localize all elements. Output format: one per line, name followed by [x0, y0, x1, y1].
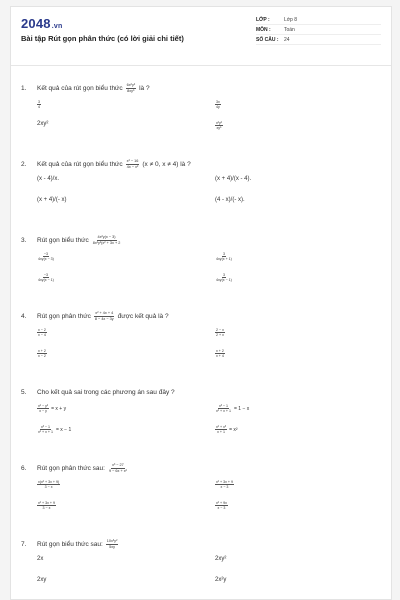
answer-option-a[interactable] [37, 252, 55, 261]
fraction-denominator: 2 + x [216, 333, 224, 338]
question-text: Kết quả của rút gọn biểu thức [37, 84, 123, 92]
fraction-denominator: x − 4 [38, 333, 46, 338]
question-text: Rút gọn biểu thức sau: [37, 540, 103, 548]
question-fraction [126, 159, 140, 168]
fraction-denominator: 5xy [109, 544, 116, 549]
answer-fraction [37, 252, 55, 261]
fraction-numerator: x² + 3x + 9 [216, 480, 233, 484]
question-text: Cho kết quả sai trong các phương án sau đây ? [37, 388, 175, 396]
answer-equality: = 1 − x [233, 405, 250, 412]
answer-fraction [215, 480, 234, 489]
question-expression [126, 83, 136, 92]
answer-options [37, 480, 383, 520]
answer-option-b[interactable] [215, 404, 249, 413]
answer-text: (x + 4)/(x - 4). [215, 176, 252, 182]
question-fraction [108, 463, 128, 472]
answer-option-d[interactable] [215, 273, 233, 282]
fraction-numerator: x³ − 1 [40, 425, 51, 429]
answer-options [37, 404, 383, 444]
fraction-numerator: 2 − x [216, 328, 224, 332]
fraction-numerator: x³ − 27 [112, 463, 124, 468]
answer-text: 2xy [37, 577, 47, 583]
fraction-denominator: 4xy(x + 1) [216, 257, 232, 262]
question-expression [92, 235, 122, 244]
answer-option-d[interactable] [215, 577, 226, 583]
question-2 [21, 158, 383, 216]
answer-option-a[interactable] [37, 556, 43, 562]
answer-options [37, 252, 383, 292]
question-6 [21, 462, 383, 520]
fraction-numerator: x(x² + 3x + 9) [38, 480, 60, 484]
fraction-numerator: x − 2 [38, 328, 46, 332]
question-fraction [94, 311, 115, 320]
meta-table [256, 15, 381, 45]
question-expression [106, 539, 119, 548]
answer-fraction [37, 480, 60, 489]
meta-row-class: LỚP : Lớp 8 [256, 15, 381, 25]
question-7 [21, 538, 383, 596]
answer-text: 2xy² [215, 556, 227, 562]
fraction-numerator: x² − y² [38, 404, 49, 408]
question-stem [21, 234, 383, 246]
answer-options [37, 176, 383, 216]
answer-option-c[interactable] [37, 273, 55, 282]
question-text: Rút gọn biểu thức [37, 236, 89, 244]
fraction-denominator: x − 3 [220, 485, 229, 490]
fraction-denominator: 4 [38, 105, 40, 110]
answer-option-b[interactable] [215, 252, 233, 261]
fraction-numerator: x² + x³ [216, 425, 227, 429]
answer-option-b[interactable] [215, 176, 251, 182]
fraction-denominator: x − 2 [38, 354, 46, 359]
fraction-denominator: x − y [39, 409, 47, 414]
answer-fraction [215, 121, 223, 130]
fraction-numerator: x²y² [216, 121, 222, 125]
site-logo[interactable]: 2048.vn [21, 16, 63, 31]
answer-fraction [37, 349, 47, 358]
answer-option-c[interactable] [37, 197, 67, 203]
answer-option-d[interactable] [215, 349, 225, 358]
answer-option-c[interactable] [37, 425, 71, 434]
answer-options [37, 100, 383, 140]
answer-fraction [215, 501, 228, 510]
question-expression [94, 311, 115, 320]
question-3 [21, 234, 383, 292]
question-fraction [126, 83, 136, 92]
answer-option-d[interactable] [215, 121, 223, 130]
fraction-denominator: 3 − x [42, 506, 51, 511]
question-number: 4. [21, 312, 27, 320]
answer-fraction [37, 100, 41, 109]
fraction-numerator: 6x²y² [126, 83, 136, 88]
answer-text: (x - 4)/x. [37, 176, 59, 182]
question-text: Rút gọn phân thức sau: [37, 464, 105, 472]
answer-fraction [37, 425, 54, 434]
fraction-numerator: 10x³y² [106, 539, 118, 544]
fraction-numerator: 3 [222, 273, 225, 277]
answer-fraction [215, 252, 233, 261]
answer-fraction [215, 273, 233, 282]
fraction-denominator: 8xy⁵ [127, 88, 135, 93]
answer-option-c[interactable] [37, 501, 56, 510]
answer-option-d[interactable] [215, 501, 228, 510]
answer-option-b[interactable] [215, 480, 234, 489]
answer-options [37, 328, 383, 368]
question-expression [108, 463, 128, 472]
question-4 [21, 310, 383, 368]
question-stem [21, 386, 383, 398]
answer-options [37, 556, 383, 596]
fraction-denominator: xy⁵ [216, 126, 222, 131]
fraction-numerator: x³ − 1 [218, 404, 229, 408]
fraction-denominator: 8 − 4x − 3y [94, 316, 114, 321]
fraction-numerator: x + 2 [38, 349, 46, 353]
question-suffix: (x ≠ 0, x ≠ 4) là ? [142, 160, 191, 168]
fraction-numerator: x² − 16 [126, 159, 139, 164]
document-page [10, 6, 392, 600]
answer-option-b[interactable] [215, 556, 226, 562]
fraction-denominator: 3 − x [44, 485, 53, 490]
answer-option-a[interactable] [37, 404, 66, 413]
document-title: Bài tập Rút gọn phân thức (có lời giải chi tiết) [21, 34, 184, 43]
answer-text: 2x [37, 556, 44, 562]
question-1 [21, 82, 383, 140]
document-header [11, 7, 391, 65]
answer-fraction [215, 100, 221, 109]
answer-fraction [37, 328, 47, 337]
fraction-denominator: 4x − x² [126, 164, 139, 169]
meta-row-subject: MÔN : Toán [256, 25, 381, 35]
question-expression [126, 159, 140, 168]
answer-fraction [37, 273, 55, 282]
answer-option-a[interactable] [37, 176, 59, 182]
fraction-numerator: x² + 4x + 4 [95, 311, 114, 316]
fraction-numerator: 3 [38, 100, 40, 104]
question-suffix: là ? [139, 84, 150, 92]
answer-fraction [215, 328, 225, 337]
fraction-numerator: −3 [43, 273, 48, 277]
fraction-denominator: 9 − 6x + x² [108, 468, 127, 473]
answer-option-d[interactable] [215, 425, 238, 434]
fraction-denominator: 4xy(x − 1) [216, 278, 232, 283]
question-text: Kết quả của rút gọn biểu thức [37, 160, 123, 168]
question-suffix: được kết quả là ? [117, 312, 169, 320]
answer-option-b[interactable] [215, 328, 225, 337]
answer-text: 2xy² [37, 121, 49, 127]
fraction-denominator: 8x²y²(x² + 3x + 2 [92, 240, 121, 245]
answer-text: (4 - x)/(- x). [215, 197, 245, 203]
question-stem [21, 158, 383, 170]
answer-option-a[interactable] [37, 100, 41, 109]
question-fraction [106, 539, 119, 548]
fraction-numerator: −3 [43, 252, 48, 256]
fraction-numerator: 3x [216, 100, 220, 104]
fraction-numerator: 4x²y(x − 3) [97, 235, 116, 240]
answer-equality: = x + y [51, 405, 67, 412]
question-number: 2. [21, 160, 27, 168]
question-number: 1. [21, 84, 27, 92]
answer-fraction [215, 425, 227, 434]
header-divider [11, 65, 391, 66]
fraction-numerator: x² + 9x [216, 501, 227, 505]
answer-fraction [215, 349, 225, 358]
question-stem [21, 462, 383, 474]
question-number: 3. [21, 236, 27, 244]
fraction-denominator: 4xy(x − 1) [38, 278, 54, 283]
fraction-numerator: x² + 3x + 9 [38, 501, 55, 505]
answer-option-c[interactable] [37, 121, 48, 127]
fraction-denominator: x + 4 [216, 354, 224, 359]
question-stem [21, 82, 383, 94]
answer-option-b[interactable] [215, 100, 221, 109]
question-number: 5. [21, 388, 27, 396]
answer-option-a[interactable] [37, 328, 47, 337]
question-stem [21, 310, 383, 322]
fraction-denominator: x² + x + 1 [38, 430, 53, 435]
question-stem [21, 538, 383, 550]
fraction-denominator: 4xy(x − 3) [38, 257, 54, 262]
answer-equality: = x² [229, 426, 238, 433]
fraction-denominator: 4y [216, 105, 220, 110]
answer-fraction [37, 501, 56, 510]
answer-fraction [37, 404, 49, 413]
answer-fraction [215, 404, 232, 413]
meta-row-count: SỐ CÂU : 24 [256, 35, 381, 45]
answer-option-c[interactable] [37, 349, 47, 358]
answer-option-c[interactable] [37, 577, 46, 583]
fraction-numerator: x + 2 [216, 349, 224, 353]
question-text: Rút gọn phân thức [37, 312, 91, 320]
fraction-denominator: x + 1 [217, 430, 225, 435]
question-number: 6. [21, 464, 27, 472]
answer-text: (x + 4)/(- x) [37, 197, 67, 203]
question-number: 7. [21, 540, 27, 548]
question-fraction [92, 235, 122, 244]
answer-equality: = x − 1 [55, 426, 72, 433]
answer-text: 2x²y [215, 577, 227, 583]
fraction-denominator: x² + x + 1 [216, 409, 231, 414]
question-5 [21, 386, 383, 444]
fraction-denominator: x − 3 [217, 506, 226, 511]
fraction-numerator: 3 [222, 252, 225, 256]
answer-option-d[interactable] [215, 197, 245, 203]
answer-option-a[interactable] [37, 480, 60, 489]
